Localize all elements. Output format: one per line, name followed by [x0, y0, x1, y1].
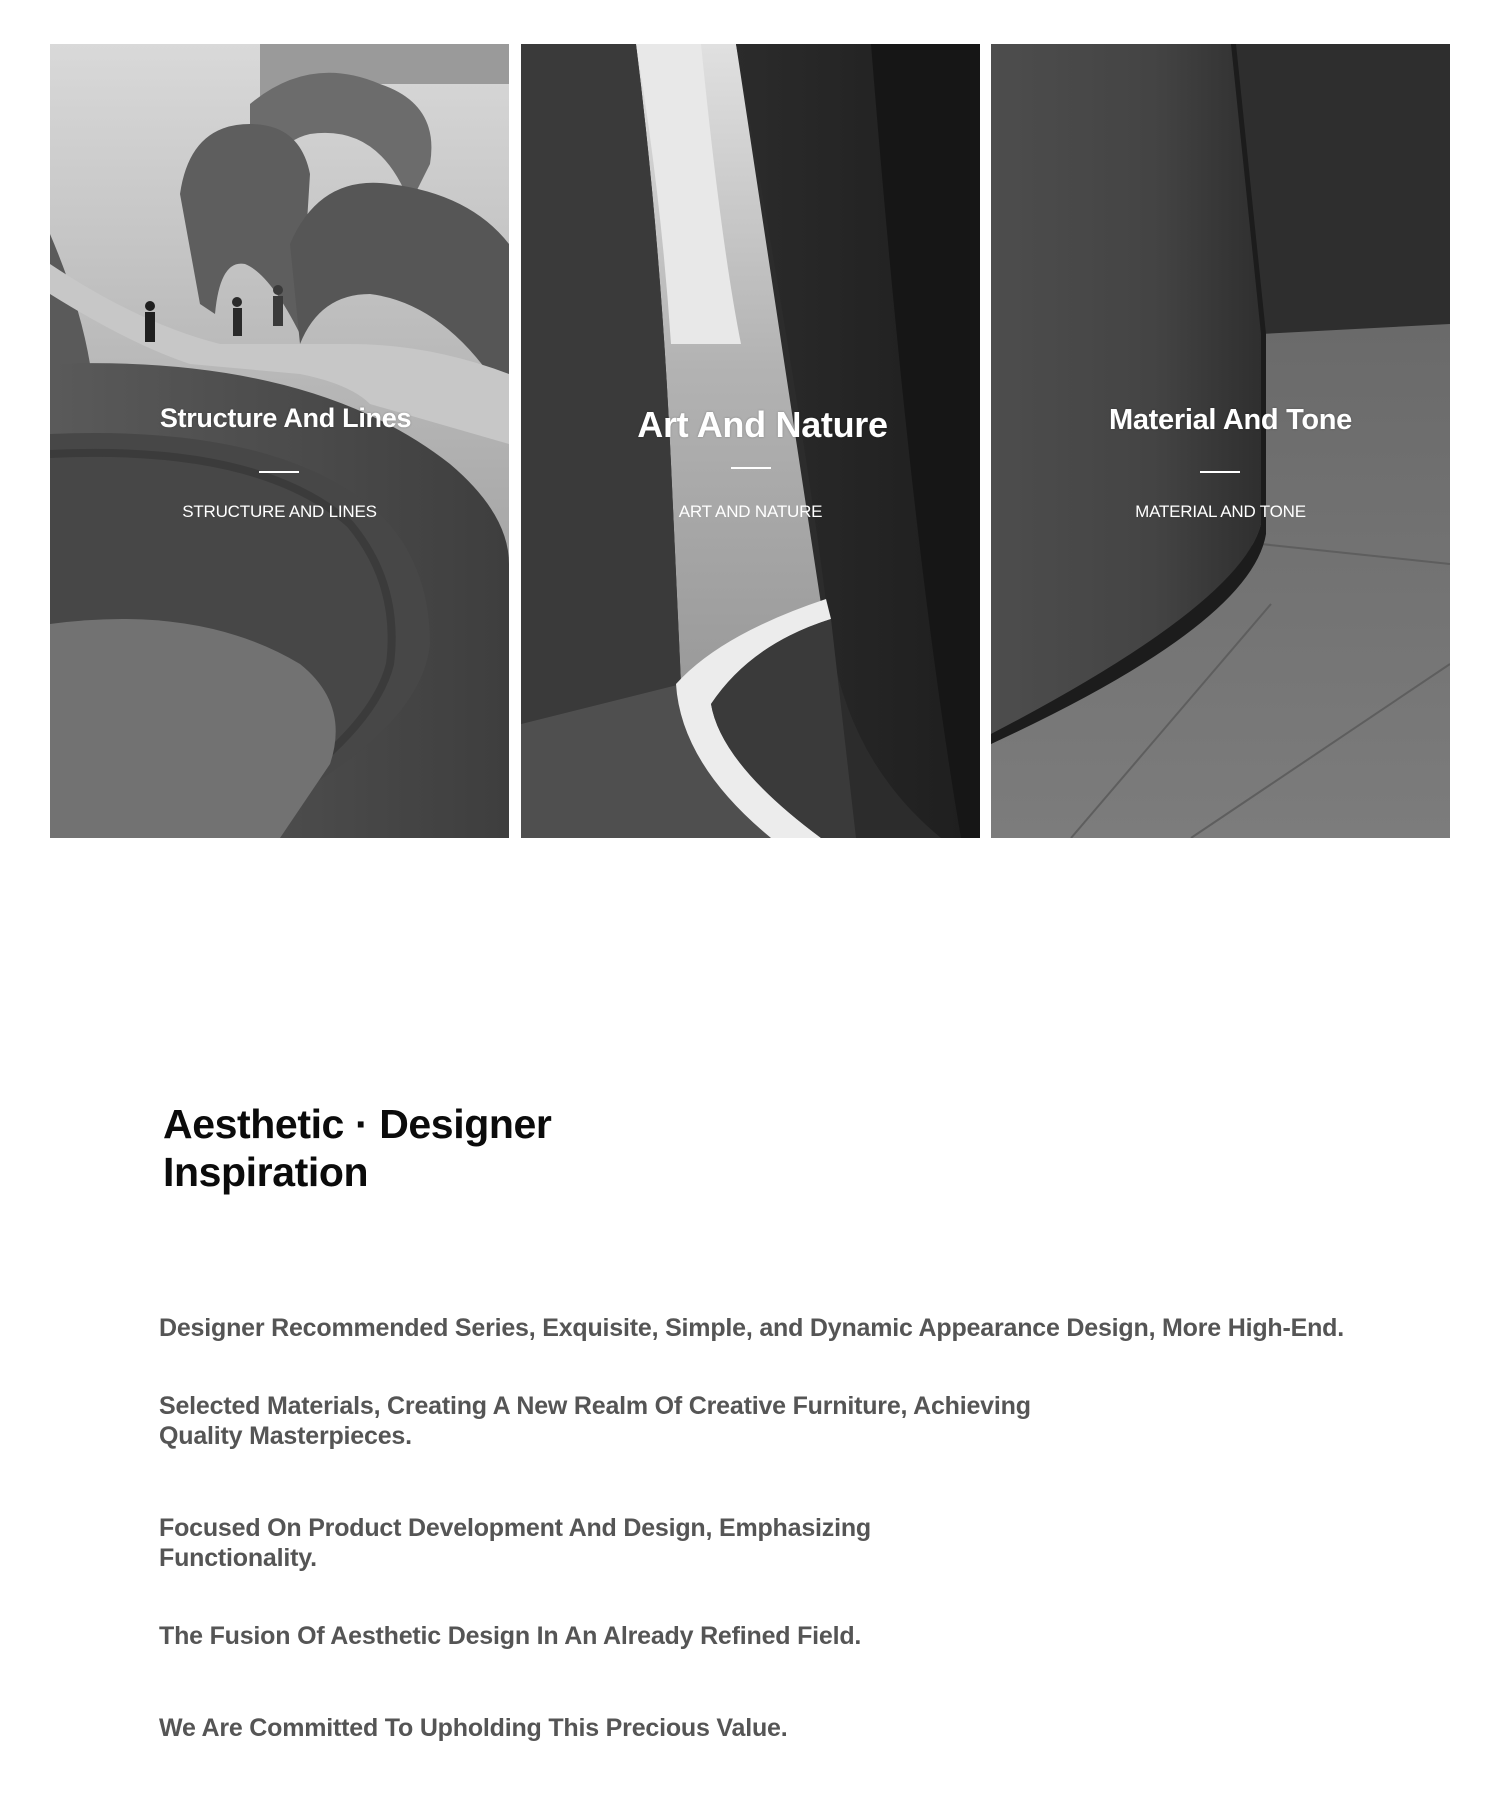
panel-title: Material And Tone [1108, 404, 1353, 436]
panel-material-and-tone[interactable] [991, 44, 1450, 838]
panel-subtitle: STRUCTURE AND LINES [182, 502, 377, 521]
heading-line-1: Aesthetic · Designer [163, 1101, 552, 1147]
body-line: We Are Committed To Upholding This Precious Value. [159, 1714, 788, 1742]
curved-steel-sculpture-walkway-image [50, 44, 509, 838]
leaning-steel-wall-concrete-floor-image [991, 44, 1450, 838]
heading-line-2: Inspiration [163, 1149, 369, 1195]
panel-subtitle: ART AND NATURE [678, 502, 823, 521]
panel-divider [1200, 471, 1240, 473]
body-line: Designer Recommended Series, Exquisite, Simple, and Dynamic Appearance Design, More High-End. [159, 1314, 1344, 1342]
panel-structure-and-lines[interactable] [50, 44, 509, 838]
gallery-panels [50, 44, 1450, 838]
panel-subtitle: MATERIAL AND TONE [1135, 502, 1306, 521]
panel-divider [731, 467, 771, 469]
body-line: Focused On Product Development And Design, Emphasizing Functionality. [159, 1514, 871, 1572]
panel-title: Art And Nature [637, 404, 888, 445]
body-line: Selected Materials, Creating A New Realm Of Creative Furniture, Achieving Quality Masterpieces. [159, 1392, 1031, 1450]
panel-divider [259, 471, 299, 473]
section-heading [163, 1100, 723, 1196]
body-line: The Fusion Of Aesthetic Design In An Already Refined Field. [159, 1622, 862, 1650]
panel-art-and-nature[interactable] [521, 44, 980, 838]
panel-title: Structure And Lines [159, 403, 412, 433]
